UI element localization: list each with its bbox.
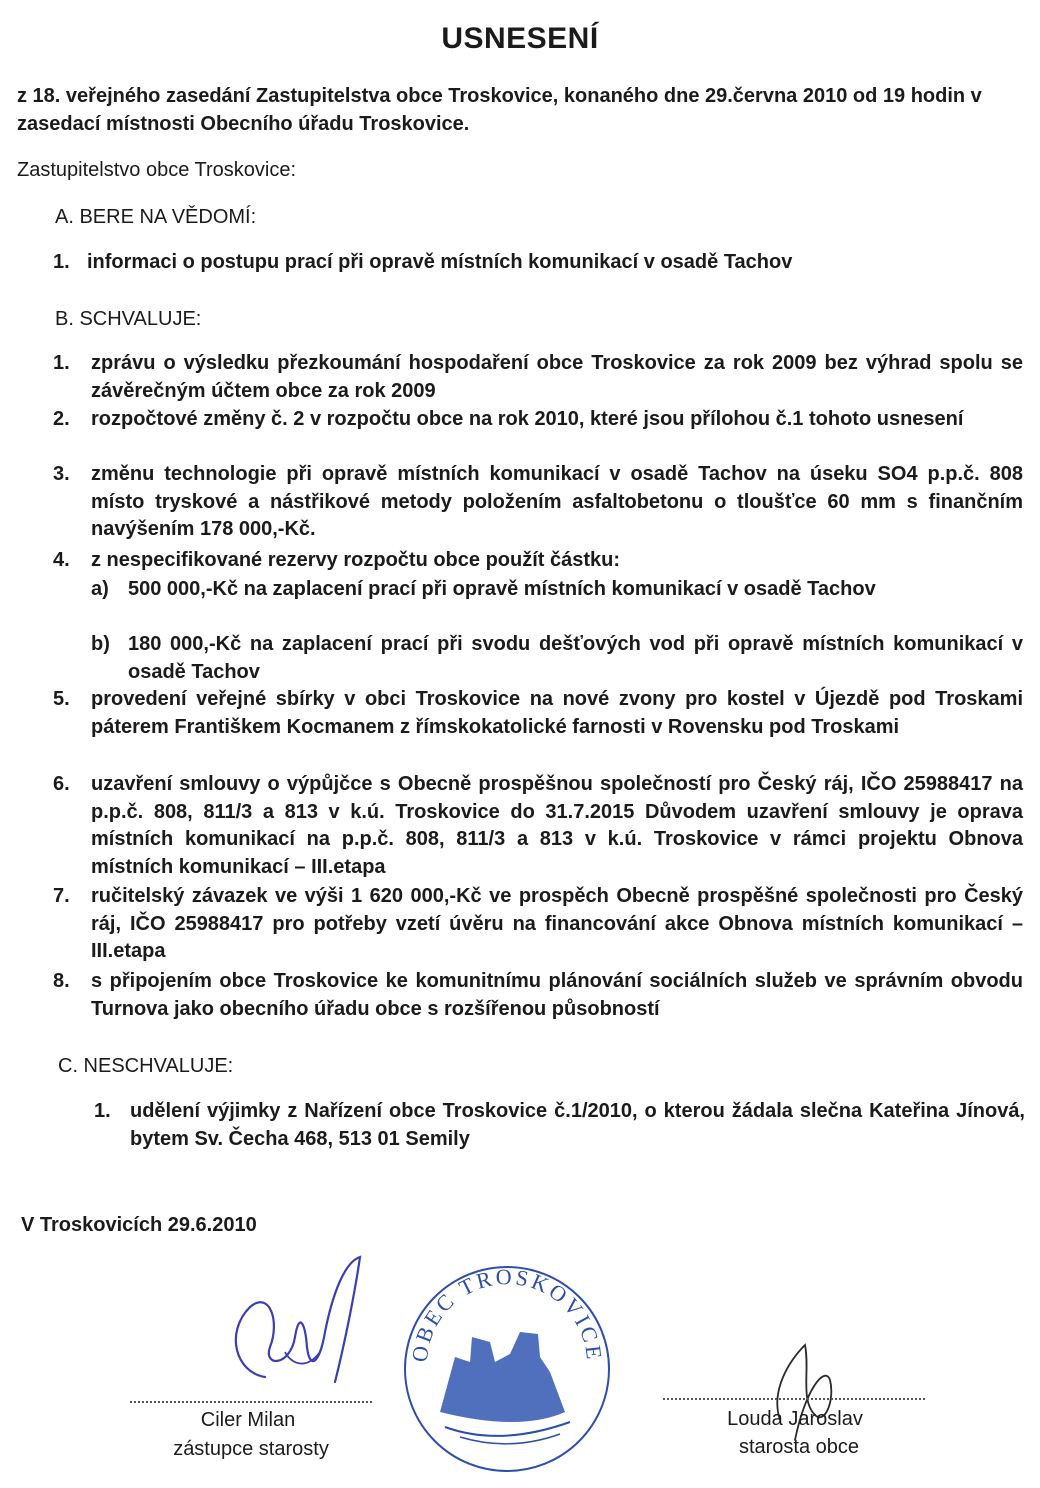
section-b-item-text: uzavření smlouvy o výpůjčce s Obecně prospěšnou společností pro Český ráj, IČO 25988417 na p.p.č. 808, 811/3 a 813 v k.ú. Troskovice do 31.7.2015 Důvodem uzavření smlouvy je oprava místních komunikací na p.p.č. 808, 811/3 a 813 v k.ú. Troskovice v rámci projektu Obnova místních komunikací – III.etapa [91, 773, 1023, 878]
section-b-item-text: zprávu o výsledku přezkoumání hospodaření obce Troskovice za rok 2009 bez výhrad spolu se závěrečným účtem obce za rok 2009 [91, 352, 1023, 402]
intro-paragraph: z 18. veřejného zasedání Zastupitelstva obce Troskovice, konaného dne 29.června 2010 od 19 hodin v zasedací místnosti Obecního úřadu Troskovice. [17, 85, 982, 135]
municipal-stamp-icon [400, 1262, 614, 1476]
signature-ciler-icon [195, 1252, 375, 1412]
section-c-item-number: 1. [94, 1100, 111, 1122]
section-b-item-number: 6. [53, 773, 70, 795]
section-b-heading: B. SCHVALUJE: [55, 308, 202, 330]
section-c-item-text: udělení výjimky z Nařízení obce Troskovice č.1/2010, o kterou žádala slečna Kateřina Jínová, bytem Sv. Čecha 468, 513 01 Semily [130, 1100, 1025, 1150]
section-b-subitem-text: 180 000,-Kč na zaplacení prací při svodu dešťových vod při opravě místních komunikací v osadě Tachov [128, 633, 1023, 683]
place-date: V Troskovicích 29.6.2010 [21, 1214, 257, 1236]
section-b-item-number: 4. [53, 549, 70, 571]
section-b-item-text: ručitelský závazek ve výši 1 620 000,-Kč ve prospěch Obecně prospěšné společnosti pro Český ráj, IČO 25988417 pro potřeby vzetí úvěru na financování akce Obnova místních komunikací – III.etapa [91, 885, 1023, 962]
council-line: Zastupitelstvo obce Troskovice: [17, 159, 297, 181]
signature-line-left [130, 1401, 372, 1403]
signer-left-name: Ciler Milan [200, 1409, 296, 1431]
section-b-subitem-text: 500 000,-Kč na zaplacení prací při opravě místních komunikací v osadě Tachov [128, 578, 876, 600]
section-b-item-text: změnu technologie při opravě místních komunikací v osadě Tachov na úseku SO4 p.p.č. 808 místo tryskové a nástřikové metody položením asfaltobetonu o tloušťce 60 mm s finančním navýšením 178 000,-Kč. [91, 463, 1023, 540]
document-title: USNESENÍ [441, 22, 599, 55]
section-b-item-number: 3. [53, 463, 70, 485]
section-a-heading: A. BERE NA VĚDOMÍ: [55, 206, 257, 228]
section-b-item-text: z nespecifikované rezervy rozpočtu obce použít částku: [91, 549, 621, 571]
section-b-subitem-letter: b) [91, 633, 110, 655]
section-b-subitem-letter: a) [91, 578, 109, 600]
section-a-item-text: informaci o postupu prací při opravě místních komunikací v osadě Tachov [87, 251, 793, 273]
section-a-item-number: 1. [53, 251, 70, 273]
section-c-heading: C. NESCHVALUJE: [58, 1055, 234, 1077]
section-b-item-number: 8. [53, 970, 70, 992]
stamp-text: OBEC TROSKOVICE [406, 1263, 608, 1364]
section-b-item-number: 2. [53, 408, 70, 430]
section-b-item-text: provedení veřejné sbírky v obci Troskovice na nové zvony pro kostel v Újezdě pod Troskami páterem Františkem Kocmanem z římskokatolické farnosti v Rovensku pod Troskami [91, 688, 1023, 738]
section-b-item-number: 5. [53, 688, 70, 710]
signer-right-name: Louda Jaroslav [727, 1408, 863, 1430]
signature-line-right [663, 1398, 925, 1400]
section-b-item-text: s připojením obce Troskovice ke komunitnímu plánování sociálních služeb ve správním obvodu Turnova jako obecního úřadu obce s rozšířenou působností [91, 970, 1023, 1020]
signer-left-role: zástupce starosty [173, 1438, 329, 1460]
section-b-item-text: rozpočtové změny č. 2 v rozpočtu obce na rok 2010, které jsou přílohou č.1 tohoto usnesení [91, 408, 964, 430]
section-b-item-number: 1. [53, 352, 70, 374]
section-b-item-number: 7. [53, 885, 70, 907]
signer-right-role: starosta obce [738, 1436, 860, 1458]
